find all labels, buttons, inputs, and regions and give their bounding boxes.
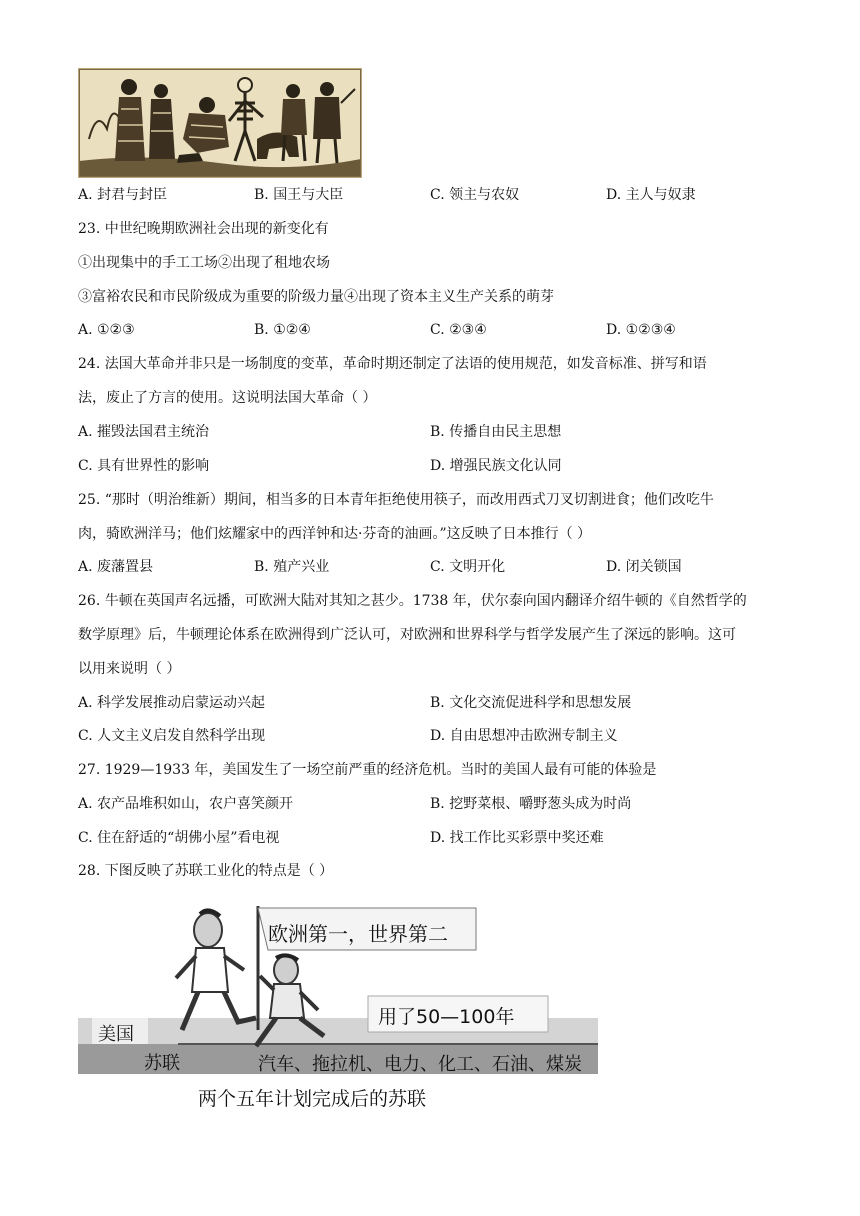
q24-stem-line1: 24. 法国大革命并非只是一场制度的变革，革命时期还制定了法语的使用规范，如发音标准、拼写和语 (78, 356, 707, 372)
q24-option-c: C. 具有世界性的影响 (78, 458, 210, 474)
cartoon-usa-label: 美国 (98, 1024, 134, 1045)
q26-stem-line1: 26. 牛顿在英国声名远播，可欧洲大陆对其知之甚少。1738 年，伏尔泰向国内翻译介绍牛顿的《自然哲学的 (78, 593, 747, 609)
q24-option-b: B. 传播自由民主思想 (430, 424, 562, 440)
q26-option-d: D. 自由思想冲击欧洲专制主义 (430, 728, 618, 744)
q23-stem: 23. 中世纪晚期欧洲社会出现的新变化有 (78, 221, 329, 237)
cartoon-flag-text: 欧洲第一，世界第二 (268, 922, 448, 946)
soviet-industrialization-cartoon (78, 900, 608, 1120)
q22-option-d: D. 主人与奴隶 (606, 187, 696, 203)
q25-option-d: D. 闭关锁国 (606, 559, 682, 575)
q23-option-d: D. ①②③④ (606, 322, 676, 338)
q25-option-b: B. 殖产兴业 (254, 559, 330, 575)
cartoon-industries-text: 汽车、拖拉机、电力、化工、石油、煤炭 (258, 1054, 582, 1075)
q26-option-b: B. 文化交流促进科学和思想发展 (430, 695, 632, 711)
q25-stem-line1: 25. “那时（明治维新）期间，相当多的日本青年拒绝使用筷子，而改用西式刀叉切割进食；他们改吃牛 (78, 492, 714, 508)
q27-stem: 27. 1929—1933 年，美国发生了一场空前严重的经济危机。当时的美国人最有可能的体验是 (78, 762, 657, 778)
q24-option-a: A. 摧毁法国君主统治 (78, 424, 210, 440)
q27-option-c: C. 住在舒适的“胡佛小屋”看电视 (78, 830, 280, 846)
q26-stem-line2: 数学原理》后，牛顿理论体系在欧洲得到广泛认可，对欧洲和世界科学与哲学发展产生了深远的影响。这可 (78, 627, 736, 643)
q26-stem-line3: 以用来说明（ ） (78, 661, 181, 677)
q25-stem-line2: 肉，骑欧洲洋马；他们炫耀家中的西洋钟和达·芬奇的油画。”这反映了日本推行（ ） (78, 526, 592, 542)
q23-option-b: B. ①②④ (254, 322, 311, 338)
medieval-woodcut-image (78, 68, 362, 178)
cartoon-ussr-label: 苏联 (144, 1053, 180, 1074)
q24-option-d: D. 增强民族文化认同 (430, 458, 562, 474)
q25-option-c: C. 文明开化 (430, 559, 506, 575)
q23-option-a: A. ①②③ (78, 322, 135, 338)
q22-option-b: B. 国王与大臣 (254, 187, 344, 203)
q22-option-a: A. 封君与封臣 (78, 187, 168, 203)
q25-option-a: A. 废藩置县 (78, 559, 154, 575)
q28-stem: 28. 下图反映了苏联工业化的特点是（ ） (78, 863, 334, 879)
q26-option-a: A. 科学发展推动启蒙运动兴起 (78, 695, 266, 711)
q24-stem-line2: 法，废止了方言的使用。这说明法国大革命（ ） (78, 390, 377, 406)
q23-item-2: ③富裕农民和市民阶级成为重要的阶级力量④出现了资本主义生产关系的萌芽 (78, 289, 554, 305)
cartoon-caption: 两个五年计划完成后的苏联 (198, 1088, 427, 1110)
cartoon-years-text: 用了50—100年 (378, 1006, 515, 1028)
q22-option-c: C. 领主与农奴 (430, 187, 520, 203)
q27-option-b: B. 挖野菜根、嚼野葱头成为时尚 (430, 796, 632, 812)
q27-option-d: D. 找工作比买彩票中奖还难 (430, 830, 604, 846)
woodcut-figures-icon (79, 69, 361, 177)
q23-option-c: C. ②③④ (430, 322, 487, 338)
q23-item-1: ①出现集中的手工工场②出现了租地农场 (78, 255, 330, 271)
q27-option-a: A. 农产品堆积如山，农户喜笑颜开 (78, 796, 294, 812)
q26-option-c: C. 人文主义启发自然科学出现 (78, 728, 266, 744)
